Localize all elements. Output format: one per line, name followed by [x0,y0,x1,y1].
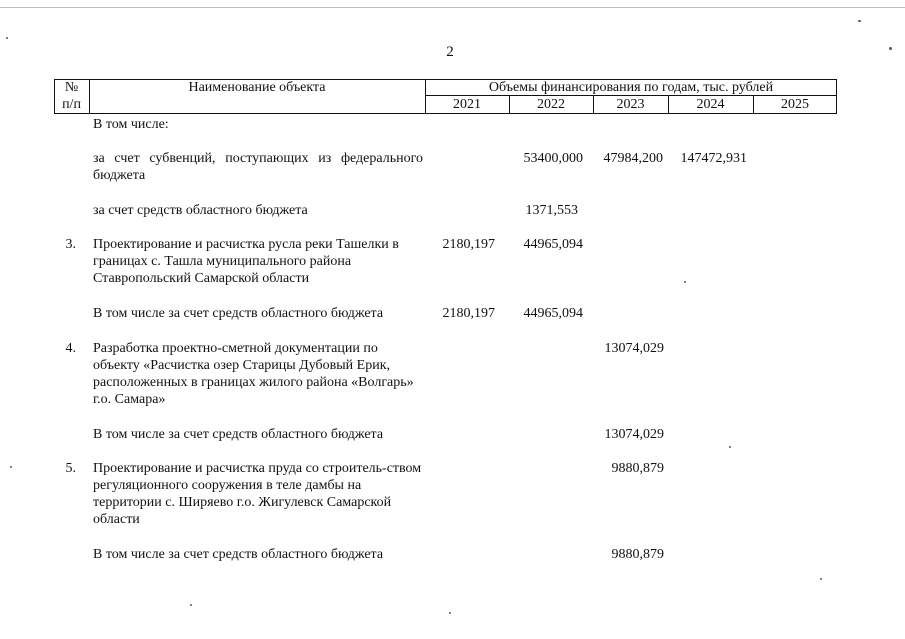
header-year: 2021 [453,97,481,112]
value-2022: 44965,094 [523,306,583,321]
scan-speck [729,446,731,448]
row-description: Проектирование и расчистка пруда со строитель-ством регуляционного сооружения в теле дамбы на территории с. Ширяево г.о. Жигулевск Самарской области [93,461,422,527]
row-number: 5. [65,461,76,476]
row-description: Разработка проектно-сметной документации по объекту «Расчистка озер Старицы Дубовый Ерик, расположенных в границах жилого района «Волгарь» г.о. Самара» [93,341,414,407]
value-2021: 2180,197 [442,306,495,321]
value-2024: 147472,931 [680,151,747,166]
scan-speck [889,47,892,50]
scan-top-edge [0,7,905,8]
header-funding-label: Объемы финансирования по годам, тыс. рублей [488,80,774,95]
value-2023: 9880,879 [611,461,664,476]
page-number: 2 [446,44,454,60]
value-2023: 13074,029 [604,427,664,442]
row-number: 3. [65,237,76,252]
header-num-label: № [64,80,79,95]
scan-speck [10,466,12,468]
scan-speck [6,37,8,39]
header-num-sublabel: п/п [62,97,81,112]
header-year: 2023 [616,97,645,112]
row-description: за счет средств областного бюджета [93,203,308,218]
value-2023: 9880,879 [611,547,664,562]
scan-speck [449,612,451,614]
scan-speck [858,20,861,22]
scan-speck [190,604,192,606]
row-number: 4. [65,341,76,356]
header-year: 2024 [696,97,725,112]
row-description: В том числе за счет средств областного бюджета [93,427,384,442]
scan-speck [820,578,822,580]
value-2022: 53400,000 [523,151,583,166]
scan-speck [684,281,686,283]
value-2023: 13074,029 [604,341,664,356]
table-header [54,79,837,114]
row-description: В том числе за счет средств областного бюджета [93,306,384,321]
value-2021: 2180,197 [442,237,495,252]
value-2022: 1371,553 [525,203,578,218]
row-description: Проектирование и расчистка русла реки Ташелки в границах с. Ташла муниципального района Ставропольский Самарской области [93,237,399,286]
value-2023: 47984,200 [603,151,663,166]
row-description: В том числе за счет средств областного бюджета [93,547,384,562]
row-description: В том числе: [93,117,169,132]
header-year: 2025 [781,97,809,112]
header-name-label: Наименование объекта [188,80,326,95]
value-2022: 44965,094 [523,237,583,252]
header-year: 2022 [537,97,565,112]
row-description: за счет субвенций, поступающих из федерального бюджета [93,151,423,183]
